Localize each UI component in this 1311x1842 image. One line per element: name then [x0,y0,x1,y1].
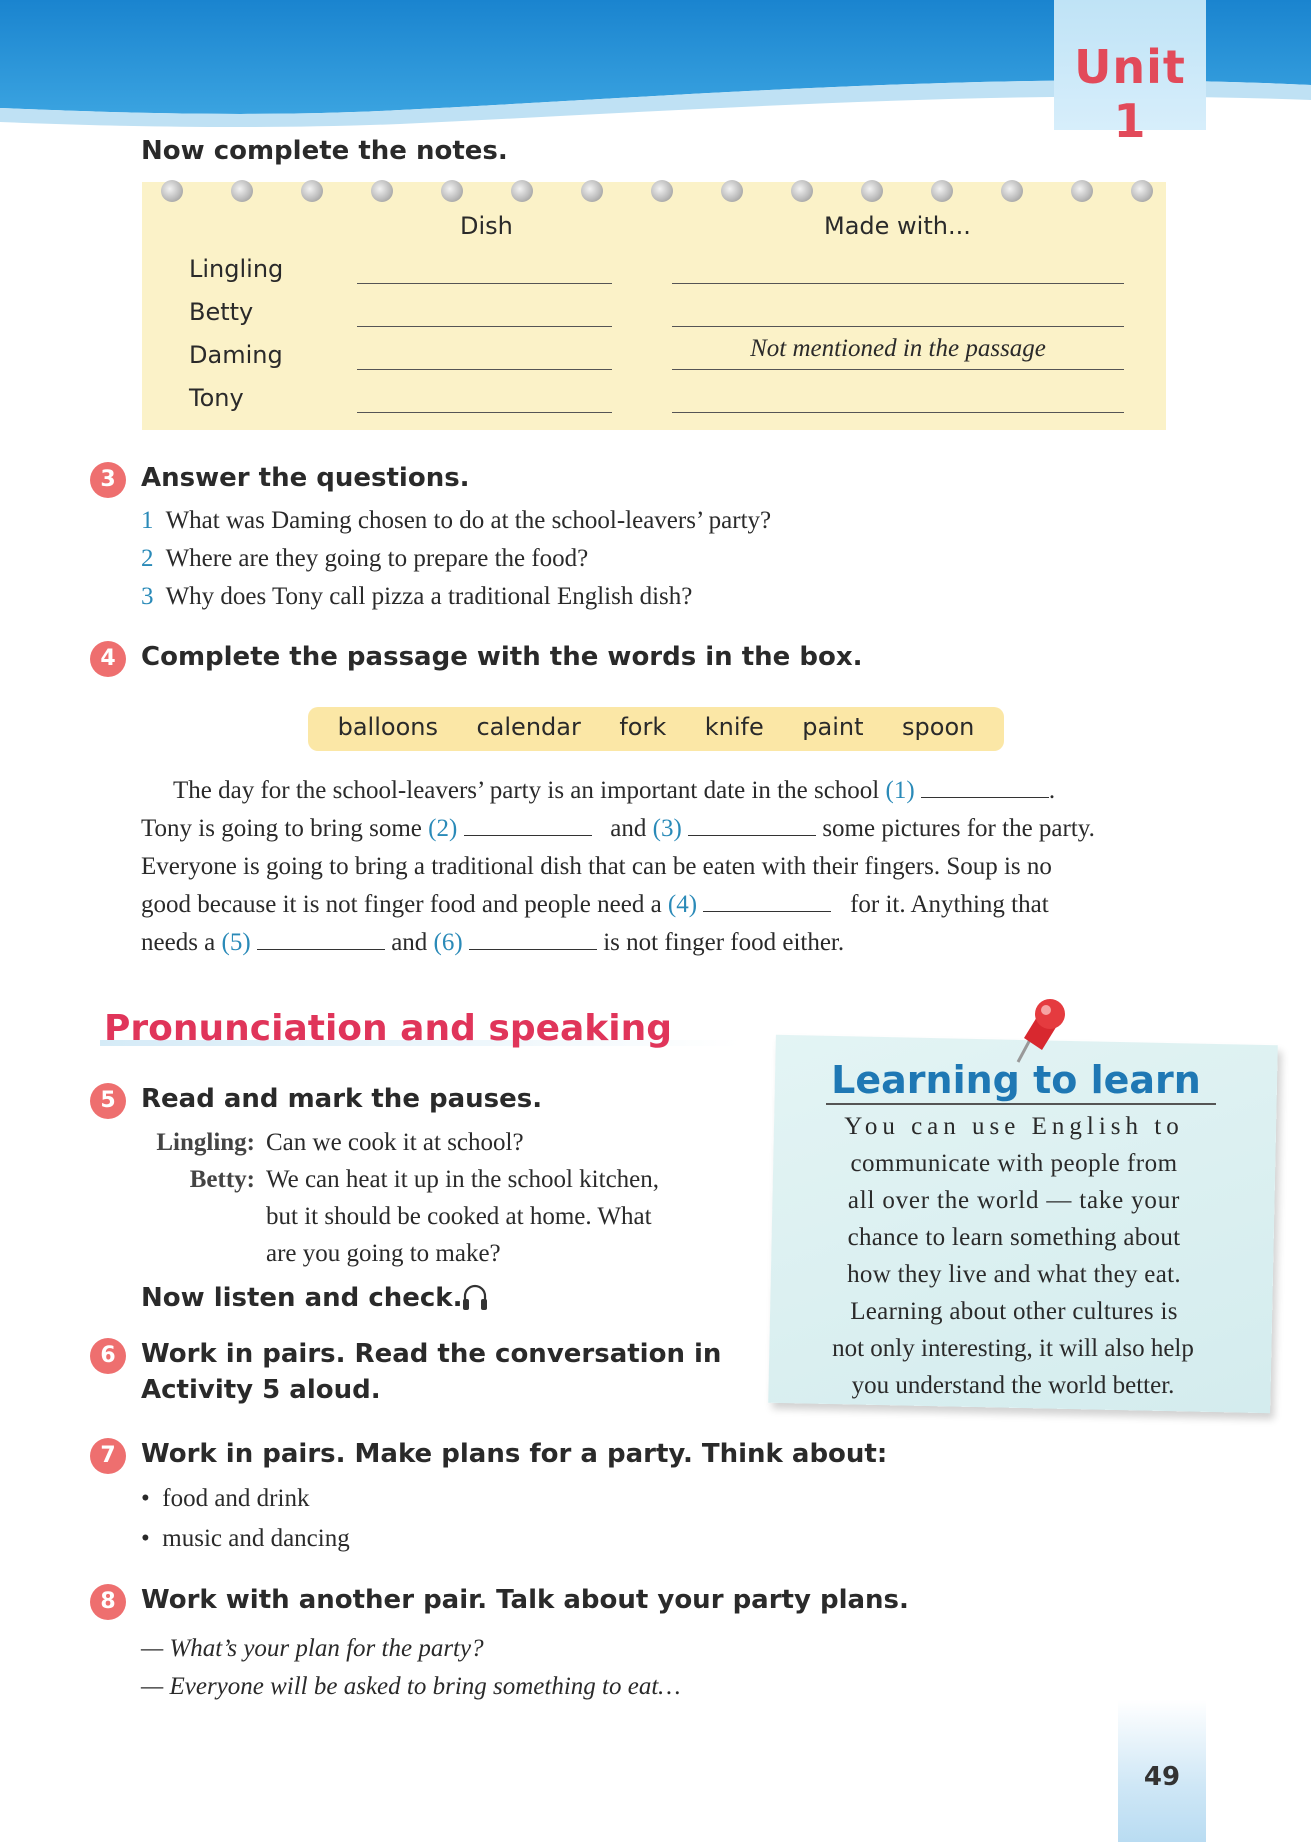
bullet-item [141,1480,309,1518]
notes-row-name: Daming [189,341,283,369]
question [141,502,771,540]
made-with-blank[interactable] [672,369,1124,370]
activity-number-badge: 6 [90,1338,126,1374]
passage-blank[interactable] [921,797,1049,798]
ring-icon [651,180,673,202]
activity-number-badge: 8 [90,1584,126,1620]
unit-title: Unit 1 [1074,40,1186,148]
speaker: Betty: [189,1166,255,1193]
word: balloons [337,713,438,741]
ring-icon [441,180,463,202]
ring-icon [931,180,953,202]
word: knife [704,713,764,741]
learning-line: how they live and what they eat. [847,1261,1181,1288]
ring-icon [1131,180,1153,202]
example-line: — Everyone will be asked to bring something to eat… [141,1673,681,1700]
section-title: Pronunciation and speaking [104,1008,672,1049]
passage-text: is not finger food either. [603,929,845,956]
ring-icon [1001,180,1023,202]
notes-col-made-with: Made with... [824,212,971,240]
example-line: — What’s your plan for the party? [141,1635,484,1662]
word: calendar [476,713,581,741]
passage-text: The day for the school-leavers’ party is an important date in the school [173,777,880,804]
learning-line: not only interesting, it will also help [832,1335,1194,1362]
activity-title: Complete the passage with the words in the box. [141,642,863,672]
question-text: What was Daming chosen to do at the school-leavers’ party? [165,507,772,534]
question-number: 2 [141,545,154,572]
dish-blank[interactable] [357,283,612,284]
ring-icon [161,180,183,202]
page-number: 49 [1143,1762,1181,1792]
passage-blank[interactable] [257,949,385,950]
passage-text: . [1048,777,1056,804]
activity-title: Activity 5 aloud. [141,1375,381,1405]
speaker: Lingling: [156,1129,255,1156]
passage-text: Tony is going to bring some [141,815,422,842]
dialogue-line: but it should be cooked at home. What [266,1203,652,1230]
passage-blank[interactable] [703,911,831,912]
question-number: 1 [141,507,154,534]
ring-icon [861,180,883,202]
learning-line: chance to learn something about [847,1224,1181,1251]
question [141,578,692,616]
question-number: 3 [141,583,154,610]
learning-title-rule [826,1103,1216,1105]
blank-number: (4) [667,891,698,918]
made-with-blank[interactable] [672,283,1124,284]
learning-title: Learning to learn [831,1058,1201,1102]
header-band [0,0,1311,148]
dish-blank[interactable] [357,412,612,413]
bullet-text: food and drink [162,1485,310,1512]
ring-icon [511,180,533,202]
passage-text: good because it is not finger food and people need a [141,891,662,918]
question-text: Why does Tony call pizza a traditional English dish? [165,583,693,610]
activity-title: Work with another pair. Talk about your party plans. [141,1585,909,1615]
passage-text: Everyone is going to bring a traditional dish that can be eaten with their fingers. Soup is no [141,853,1052,880]
ring-icon [721,180,743,202]
dish-blank[interactable] [357,369,612,370]
word-list [308,713,1004,741]
headphones-icon[interactable] [460,1282,490,1314]
passage-line [141,848,1209,886]
made-with-blank[interactable] [672,412,1124,413]
activity-number-badge: 7 [90,1438,126,1474]
notes-instruction: Now complete the notes. [141,136,508,166]
blank-number: (5) [221,929,251,956]
learning-line: communicate with people from [850,1150,1178,1177]
blank-number: (6) [433,929,463,956]
question-text: Where are they going to prepare the food? [165,545,589,572]
activity-title: Answer the questions. [141,463,470,493]
ring-icon [1071,180,1093,202]
dialogue-line: Can we cook it at school? [266,1129,524,1156]
ring-icon [301,180,323,202]
notes-row-name: Lingling [189,255,284,283]
bullet-icon: • [141,1525,150,1552]
word: paint [802,713,864,741]
passage-text: some pictures for the party. [822,815,1095,842]
blank-number: (3) [652,815,682,842]
activity-title: Read and mark the pauses. [141,1084,543,1114]
activity-number-badge: 3 [90,462,126,498]
learning-line: all over the world — take your [847,1187,1181,1214]
bullet-item [141,1520,350,1558]
listen-instruction: Now listen and check. [141,1283,463,1313]
passage-text: and [610,815,647,842]
made-with-blank[interactable] [672,326,1124,327]
learning-line: You can use English to [844,1113,1184,1140]
passage-line [173,772,1209,810]
bullet-text: music and dancing [162,1525,350,1552]
activity-number-badge: 5 [90,1083,126,1119]
activity-title: Work in pairs. Make plans for a party. Think about: [141,1439,888,1469]
activity-number-badge: 4 [90,641,126,677]
ring-icon [581,180,603,202]
word: fork [619,713,667,741]
passage-blank[interactable] [464,835,592,836]
notes-card [142,182,1166,430]
activity-title: Work in pairs. Read the conversation in [141,1339,722,1369]
passage-line [141,810,1209,848]
blank-number: (2) [428,815,458,842]
notes-row-name: Betty [189,298,254,326]
word: spoon [902,713,975,741]
learning-line: Learning about other cultures is [850,1298,1178,1325]
passage-text: needs a [141,929,216,956]
passage-blank[interactable] [469,949,597,950]
passage-text: and [391,929,428,956]
passage-blank[interactable] [688,835,816,836]
ring-icon [231,180,253,202]
question [141,540,588,578]
dialogue-line: We can heat it up in the school kitchen, [266,1166,660,1193]
learning-line: you understand the world better. [851,1372,1175,1399]
notes-col-dish: Dish [460,212,513,240]
dialogue-line: are you going to make? [266,1240,501,1267]
bullet-icon: • [141,1485,150,1512]
passage-text: for it. Anything that [850,891,1049,918]
passage-line [141,924,1209,962]
notes-row-name: Tony [189,384,244,412]
ring-icon [791,180,813,202]
dish-blank[interactable] [357,326,612,327]
ring-icon [371,180,393,202]
made-with-note: Not mentioned in the passage [750,335,1046,362]
blank-number: (1) [885,777,915,804]
passage-line [141,886,1209,924]
